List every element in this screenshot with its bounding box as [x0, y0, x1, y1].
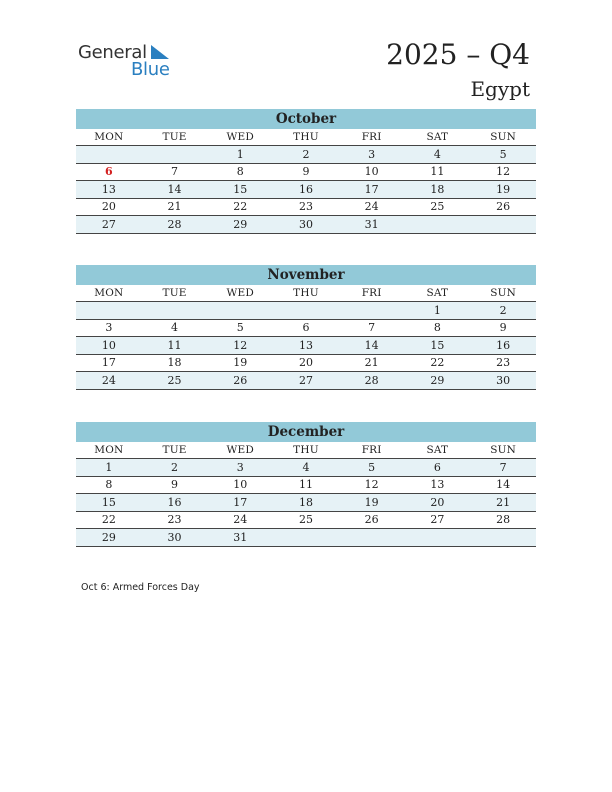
weekday-header: FRI: [339, 442, 405, 459]
empty-day-cell: [76, 302, 142, 320]
day-cell: 29: [405, 372, 471, 390]
day-cell: 25: [142, 372, 208, 390]
day-cell: 28: [470, 511, 536, 529]
day-cell: 8: [207, 163, 273, 181]
week-row: [76, 146, 536, 164]
day-cell: 16: [273, 181, 339, 199]
logo-text-general: General: [78, 42, 147, 63]
month-october: [76, 109, 536, 234]
day-cell: 22: [405, 354, 471, 372]
day-cell: 23: [273, 198, 339, 216]
day-cell: 8: [405, 319, 471, 337]
calendar-table: [76, 285, 536, 390]
day-cell: 17: [207, 494, 273, 512]
calendar-table: [76, 129, 536, 234]
empty-day-cell: [142, 302, 208, 320]
day-cell: 29: [207, 216, 273, 234]
day-cell: 18: [142, 354, 208, 372]
day-cell: 15: [207, 181, 273, 199]
day-cell: 7: [142, 163, 208, 181]
week-row: [76, 198, 536, 216]
day-cell: 24: [339, 198, 405, 216]
empty-day-cell: [273, 302, 339, 320]
calendar-table: [76, 442, 536, 547]
weekday-header: SUN: [470, 285, 536, 302]
day-cell: 24: [76, 372, 142, 390]
week-row: [76, 372, 536, 390]
empty-day-cell: [339, 302, 405, 320]
page-title: 2025 – Q4: [386, 38, 530, 71]
day-cell: 25: [405, 198, 471, 216]
day-cell: 5: [339, 459, 405, 477]
day-cell: 8: [76, 476, 142, 494]
day-cell: 12: [339, 476, 405, 494]
day-cell: 2: [470, 302, 536, 320]
day-cell: 12: [207, 337, 273, 355]
week-row: [76, 302, 536, 320]
day-cell: 17: [76, 354, 142, 372]
weekday-header: TUE: [142, 285, 208, 302]
day-cell: 14: [339, 337, 405, 355]
day-cell: 16: [142, 494, 208, 512]
weekday-header: WED: [207, 442, 273, 459]
day-cell: 26: [339, 511, 405, 529]
day-cell: 11: [405, 163, 471, 181]
day-cell: 7: [339, 319, 405, 337]
day-cell: 23: [470, 354, 536, 372]
week-row: [76, 181, 536, 199]
week-row: [76, 319, 536, 337]
day-cell: 15: [405, 337, 471, 355]
logo-text-blue: Blue: [131, 59, 170, 80]
day-cell: 14: [142, 181, 208, 199]
day-cell: 19: [470, 181, 536, 199]
day-cell: 27: [76, 216, 142, 234]
day-cell: 9: [470, 319, 536, 337]
day-cell: 17: [339, 181, 405, 199]
day-cell: 19: [207, 354, 273, 372]
weekday-header: THU: [273, 442, 339, 459]
day-cell: 3: [76, 319, 142, 337]
day-cell: 10: [207, 476, 273, 494]
day-cell: 29: [76, 529, 142, 547]
day-cell: 7: [470, 459, 536, 477]
week-row: [76, 163, 536, 181]
day-cell: 21: [470, 494, 536, 512]
day-cell: 6: [273, 319, 339, 337]
day-cell: 30: [273, 216, 339, 234]
general-blue-logo: [78, 40, 188, 80]
weekday-header: FRI: [339, 129, 405, 146]
day-cell: 27: [405, 511, 471, 529]
day-cell: 13: [405, 476, 471, 494]
day-cell: 10: [76, 337, 142, 355]
empty-day-cell: [207, 302, 273, 320]
day-cell: 20: [405, 494, 471, 512]
weekday-header: WED: [207, 285, 273, 302]
day-cell: 11: [142, 337, 208, 355]
day-cell: 2: [142, 459, 208, 477]
month-title: November: [76, 265, 536, 285]
week-row: [76, 476, 536, 494]
day-cell: 20: [273, 354, 339, 372]
week-row: [76, 337, 536, 355]
day-cell: 16: [470, 337, 536, 355]
day-cell: 10: [339, 163, 405, 181]
day-cell: 13: [76, 181, 142, 199]
day-cell: 5: [470, 146, 536, 164]
day-cell: 28: [339, 372, 405, 390]
day-cell: 1: [76, 459, 142, 477]
day-cell: 4: [405, 146, 471, 164]
week-row: [76, 529, 536, 547]
day-cell: 31: [207, 529, 273, 547]
weekday-header: THU: [273, 285, 339, 302]
weekday-header: SUN: [470, 129, 536, 146]
weekday-header: SAT: [405, 129, 471, 146]
day-cell: 9: [142, 476, 208, 494]
weekday-header: THU: [273, 129, 339, 146]
day-cell: 9: [273, 163, 339, 181]
weekday-header: TUE: [142, 129, 208, 146]
day-cell: 22: [207, 198, 273, 216]
weekday-header: SAT: [405, 442, 471, 459]
week-row: [76, 459, 536, 477]
empty-day-cell: [142, 146, 208, 164]
day-cell: 19: [339, 494, 405, 512]
day-cell: 11: [273, 476, 339, 494]
day-cell: 21: [142, 198, 208, 216]
day-cell: 21: [339, 354, 405, 372]
month-november: [76, 265, 536, 390]
holiday-day-cell: 6: [76, 163, 142, 181]
day-cell: 6: [405, 459, 471, 477]
weekday-header: MON: [76, 442, 142, 459]
day-cell: 31: [339, 216, 405, 234]
empty-day-cell: [405, 216, 471, 234]
day-cell: 28: [142, 216, 208, 234]
day-cell: 23: [142, 511, 208, 529]
weekday-header: SUN: [470, 442, 536, 459]
day-cell: 3: [339, 146, 405, 164]
month-title: October: [76, 109, 536, 129]
week-row: [76, 216, 536, 234]
week-row: [76, 494, 536, 512]
month-december: [76, 422, 536, 547]
day-cell: 1: [207, 146, 273, 164]
day-cell: 4: [142, 319, 208, 337]
weekday-header: TUE: [142, 442, 208, 459]
weekday-header: WED: [207, 129, 273, 146]
day-cell: 14: [470, 476, 536, 494]
weekday-header: MON: [76, 285, 142, 302]
empty-day-cell: [470, 529, 536, 547]
holiday-note: Oct 6: Armed Forces Day: [81, 582, 200, 593]
day-cell: 3: [207, 459, 273, 477]
day-cell: 30: [470, 372, 536, 390]
empty-day-cell: [470, 216, 536, 234]
day-cell: 1: [405, 302, 471, 320]
week-row: [76, 354, 536, 372]
day-cell: 26: [470, 198, 536, 216]
day-cell: 18: [405, 181, 471, 199]
day-cell: 25: [273, 511, 339, 529]
weekday-header: SAT: [405, 285, 471, 302]
day-cell: 20: [76, 198, 142, 216]
empty-day-cell: [339, 529, 405, 547]
weekday-header: MON: [76, 129, 142, 146]
day-cell: 5: [207, 319, 273, 337]
day-cell: 13: [273, 337, 339, 355]
month-title: December: [76, 422, 536, 442]
day-cell: 26: [207, 372, 273, 390]
day-cell: 18: [273, 494, 339, 512]
title-block: [386, 38, 530, 104]
day-cell: 24: [207, 511, 273, 529]
day-cell: 27: [273, 372, 339, 390]
day-cell: 15: [76, 494, 142, 512]
day-cell: 4: [273, 459, 339, 477]
day-cell: 30: [142, 529, 208, 547]
day-cell: 12: [470, 163, 536, 181]
weekday-header: FRI: [339, 285, 405, 302]
empty-day-cell: [76, 146, 142, 164]
empty-day-cell: [273, 529, 339, 547]
day-cell: 2: [273, 146, 339, 164]
empty-day-cell: [405, 529, 471, 547]
page-subtitle: Egypt: [470, 77, 530, 101]
week-row: [76, 511, 536, 529]
day-cell: 22: [76, 511, 142, 529]
